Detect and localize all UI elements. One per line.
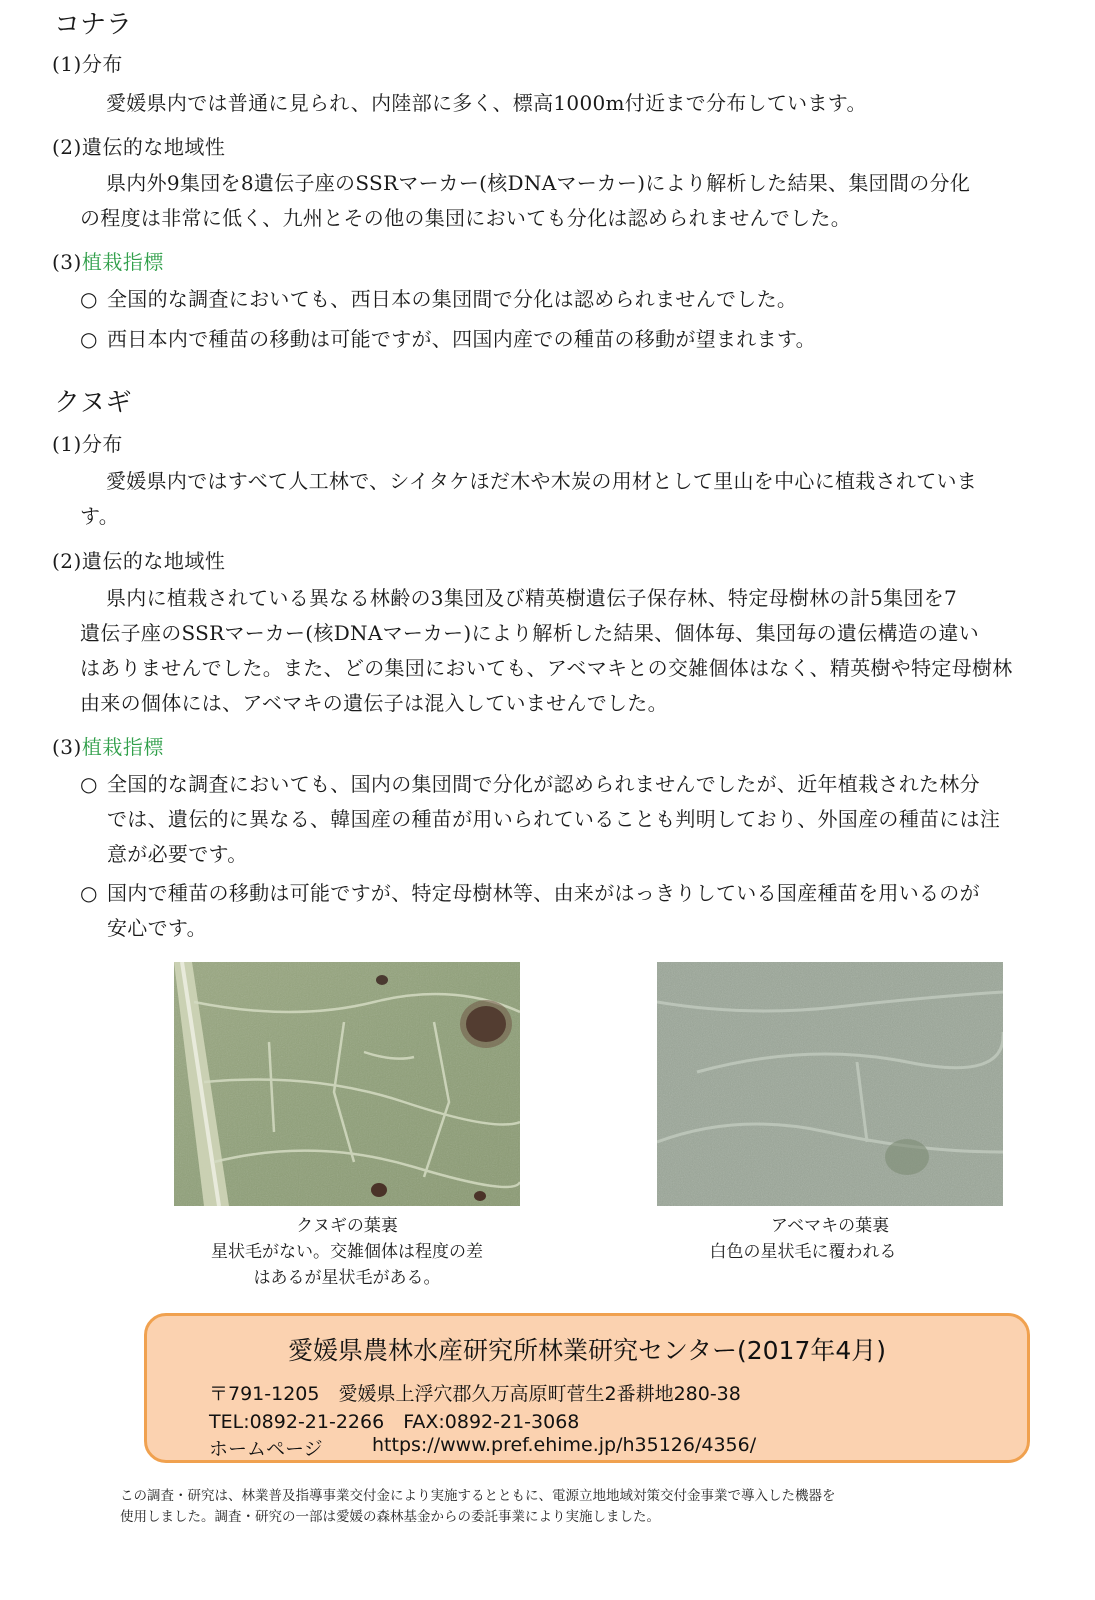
footnote: この調査・研究は、林業普及指導事業交付金により実施するとともに、電源立地地域対策交付金事業で導入した機器を 使用しました。調査・研究の一部は愛媛の森林基金からの委託事業により実施しました。 [120,1488,836,1525]
kunugi-bullet-1: ○ 全国的な調査においても、国内の集団間で分化が認められませんでしたが、近年植栽された林分 では、遺伝的に異なる、韓国産の種苗が用いられていることも判明しており、外国産の種苗には注 意が必要です。 [80,767,1055,872]
konara-bullet-1: ○ 全国的な調査においても、西日本の集団間で分化は認められませんでした。 [80,282,1055,317]
konara-distribution-text: 愛媛県内では普通に見られ、内陸部に多く、標高1000m付近まで分布しています。 [106,91,867,115]
bullet-circle-icon: ○ [80,772,98,796]
bullet-circle-icon: ○ [80,881,98,905]
organization-name: 愛媛県農林水産研究所林業研究センター(2017年4月) [287,1336,887,1365]
abemaki-caption-title: アベマキの葉裏 [770,1216,890,1236]
kunugi-genetic-line-3: はありませんでした。また、どの集団においても、アベマキとの交雑個体はなく、精英樹や特定母樹林 [80,656,1013,680]
abemaki-leaf-photo [657,962,1003,1206]
tel-fax: TEL:0892-21-2266 FAX:0892-21-3068 [209,1411,580,1433]
kunugi-planting-heading: (3)植栽指標 [52,735,164,759]
kunugi-distribution-text: 愛媛県内ではすべて人工林で、シイタケほだ木や木炭の用材として里山を中心に植栽されていま [106,469,978,493]
postal-address: 〒791-1205 愛媛県上浮穴郡久万高原町菅生2番耕地280-38 [209,1383,741,1405]
kunugi-caption-title: クヌギの葉裏 [296,1216,398,1236]
kunugi-bullet-2: ○ 国内で種苗の移動は可能ですが、特定母樹林等、由来がはっきりしている国産種苗を用いるのが 安心です。 [80,876,1055,946]
kunugi-genetic-line-2: 遺伝子座のSSRマーカー(核DNAマーカー)により解析した結果、個体毎、集団毎の遺伝構造の違い [80,621,979,645]
kunugi-genetic-line-1: 県内に植栽されている異なる林齢の3集団及び精英樹遺伝子保存林、特定母樹林の計5集団を7 [106,586,958,610]
kunugi-genetic-line-4: 由来の個体には、アベマキの遺伝子は混入していませんでした。 [80,691,668,715]
kunugi-genetic-heading: (2)遺伝的な地域性 [52,549,226,573]
homepage-label: ホームページ [209,1438,323,1460]
bullet-circle-icon: ○ [80,287,98,311]
kunugi-distribution-text-2: す。 [80,504,119,528]
homepage-link[interactable]: https://www.pref.ehime.jp/h35126/4356/ [372,1434,757,1456]
konara-planting-heading: (3)植栽指標 [52,250,164,274]
konara-bullet-2: ○ 西日本内で種苗の移動は可能ですが、四国内産での種苗の移動が望まれます。 [80,322,1055,357]
konara-distribution-heading: (1)分布 [52,52,123,76]
kunugi-title: クヌギ [54,388,132,418]
abemaki-caption-desc: 白色の星状毛に覆われる [709,1242,897,1262]
bullet-circle-icon: ○ [80,327,98,351]
kunugi-leaf-photo [174,962,520,1206]
konara-genetic-heading: (2)遺伝的な地域性 [52,135,226,159]
kunugi-caption-desc: 星状毛がない。交雑個体は程度の差 はあるが星状毛がある。 [211,1242,483,1288]
konara-genetic-text: 県内外9集団を8遺伝子座のSSRマーカー(核DNAマーカー)により解析した結果、集団間の分化 [106,171,971,195]
contact-box [144,1313,1030,1463]
konara-genetic-text-2: の程度は非常に低く、九州とその他の集団においても分化は認められませんでした。 [80,206,851,230]
konara-title: コナラ [54,10,133,40]
kunugi-distribution-heading: (1)分布 [52,432,123,456]
